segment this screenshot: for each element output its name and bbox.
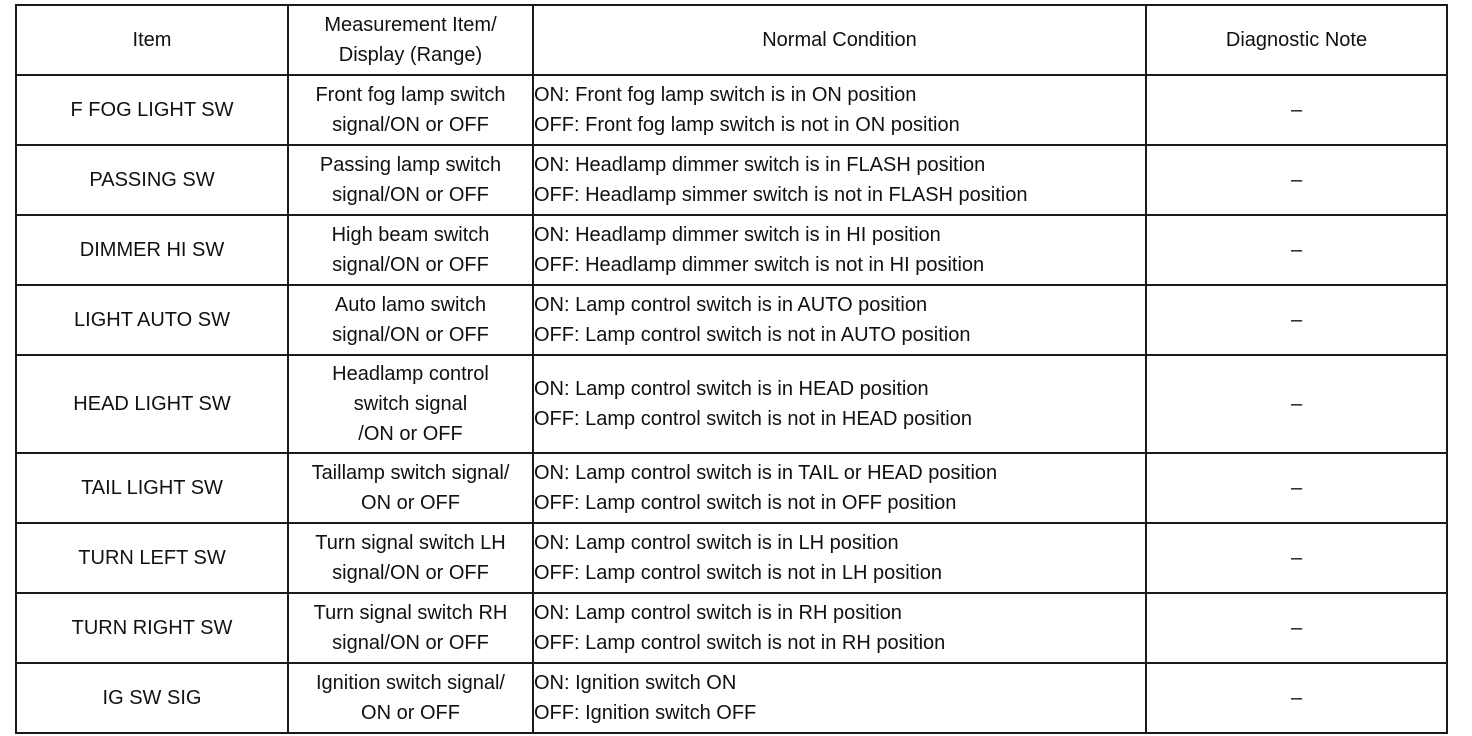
condition-line: ON: Lamp control switch is in TAIL or HEAD position — [534, 462, 998, 484]
table-row — [16, 523, 1447, 593]
table-row — [16, 145, 1447, 215]
normal-condition-cell — [533, 145, 1146, 215]
normal-condition-cell — [533, 453, 1146, 523]
diagnostic-table — [15, 4, 1448, 734]
measurement-line: signal/ON or OFF — [332, 254, 489, 276]
measurement-cell — [288, 355, 533, 453]
diagnostic-note-cell: – — [1146, 215, 1447, 285]
table-row — [16, 663, 1447, 733]
measurement-line: signal/ON or OFF — [332, 114, 489, 136]
normal-condition-cell — [533, 593, 1146, 663]
item-cell: HEAD LIGHT SW — [16, 355, 288, 453]
condition-line: OFF: Headlamp dimmer switch is not in HI position — [534, 254, 985, 276]
table-row — [16, 75, 1447, 145]
item-cell: DIMMER HI SW — [16, 215, 288, 285]
normal-condition-cell — [533, 355, 1146, 453]
measurement-cell — [288, 215, 533, 285]
condition-line: OFF: Lamp control switch is not in HEAD position — [534, 408, 972, 430]
diagnostic-note-cell: – — [1146, 145, 1447, 215]
diagnostic-note-cell: – — [1146, 523, 1447, 593]
measurement-line: ON or OFF — [361, 702, 460, 724]
item-cell: IG SW SIG — [16, 663, 288, 733]
normal-condition-cell — [533, 663, 1146, 733]
header-measurement-line-2: Display (Range) — [338, 44, 483, 66]
condition-line: ON: Lamp control switch is in RH position — [534, 602, 902, 624]
item-cell: LIGHT AUTO SW — [16, 285, 288, 355]
measurement-line: signal/ON or OFF — [332, 632, 489, 654]
item-cell: TAIL LIGHT SW — [16, 453, 288, 523]
table-row — [16, 355, 1447, 453]
table-row — [16, 453, 1447, 523]
condition-line: ON: Headlamp dimmer switch is in FLASH position — [534, 154, 986, 176]
measurement-line: Taillamp switch signal/ — [311, 462, 510, 484]
measurement-line: Front fog lamp switch — [315, 84, 506, 106]
measurement-line: Auto lamo switch — [334, 294, 487, 316]
measurement-line: Ignition switch signal/ — [316, 672, 505, 694]
condition-line: ON: Ignition switch ON — [534, 672, 737, 694]
normal-condition-cell — [533, 215, 1146, 285]
header-measurement-line-1: Measurement Item/ — [324, 14, 497, 36]
measurement-cell — [288, 145, 533, 215]
normal-condition-cell — [533, 75, 1146, 145]
header-item: Item — [16, 5, 288, 75]
measurement-line: Turn signal switch RH — [313, 602, 508, 624]
measurement-line: signal/ON or OFF — [332, 562, 489, 584]
measurement-line: /ON or OFF — [358, 423, 463, 445]
item-cell: TURN LEFT SW — [16, 523, 288, 593]
diagnostic-note-cell: – — [1146, 75, 1447, 145]
measurement-line: signal/ON or OFF — [332, 324, 489, 346]
measurement-cell — [288, 75, 533, 145]
header-normal-condition: Normal Condition — [533, 5, 1146, 75]
diagnostic-note-cell: – — [1146, 285, 1447, 355]
measurement-line: Passing lamp switch — [319, 154, 502, 176]
condition-line: ON: Headlamp dimmer switch is in HI position — [534, 224, 941, 246]
condition-line: OFF: Front fog lamp switch is not in ON position — [534, 114, 960, 136]
condition-line: OFF: Lamp control switch is not in OFF position — [534, 492, 957, 514]
diagnostic-note-cell: – — [1146, 663, 1447, 733]
measurement-cell — [288, 285, 533, 355]
header-measurement — [288, 5, 533, 75]
item-cell: PASSING SW — [16, 145, 288, 215]
measurement-cell — [288, 593, 533, 663]
condition-line: ON: Front fog lamp switch is in ON position — [534, 84, 917, 106]
measurement-line: switch signal — [353, 393, 468, 415]
item-cell: TURN RIGHT SW — [16, 593, 288, 663]
table-row — [16, 285, 1447, 355]
condition-line: OFF: Lamp control switch is not in AUTO position — [534, 324, 971, 346]
condition-line: ON: Lamp control switch is in LH position — [534, 532, 899, 554]
condition-line: ON: Lamp control switch is in HEAD position — [534, 378, 929, 400]
condition-line: OFF: Ignition switch OFF — [534, 702, 757, 724]
normal-condition-cell — [533, 285, 1146, 355]
condition-line: OFF: Lamp control switch is not in RH position — [534, 632, 946, 654]
measurement-line: Turn signal switch LH — [315, 532, 506, 554]
table-row — [16, 593, 1447, 663]
condition-line: ON: Lamp control switch is in AUTO position — [534, 294, 928, 316]
table-row — [16, 215, 1447, 285]
condition-line: OFF: Lamp control switch is not in LH position — [534, 562, 942, 584]
condition-line: OFF: Headlamp simmer switch is not in FLASH position — [534, 184, 1028, 206]
measurement-line: High beam switch — [331, 224, 490, 246]
table-header-row — [16, 5, 1447, 75]
measurement-line: Headlamp control — [332, 363, 489, 385]
diagnostic-note-cell: – — [1146, 355, 1447, 453]
header-diagnostic-note: Diagnostic Note — [1146, 5, 1447, 75]
measurement-line: ON or OFF — [361, 492, 460, 514]
measurement-line: signal/ON or OFF — [332, 184, 489, 206]
item-cell: F FOG LIGHT SW — [16, 75, 288, 145]
diagnostic-note-cell: – — [1146, 453, 1447, 523]
measurement-cell — [288, 663, 533, 733]
diagnostic-note-cell: – — [1146, 593, 1447, 663]
measurement-cell — [288, 523, 533, 593]
normal-condition-cell — [533, 523, 1146, 593]
measurement-cell — [288, 453, 533, 523]
